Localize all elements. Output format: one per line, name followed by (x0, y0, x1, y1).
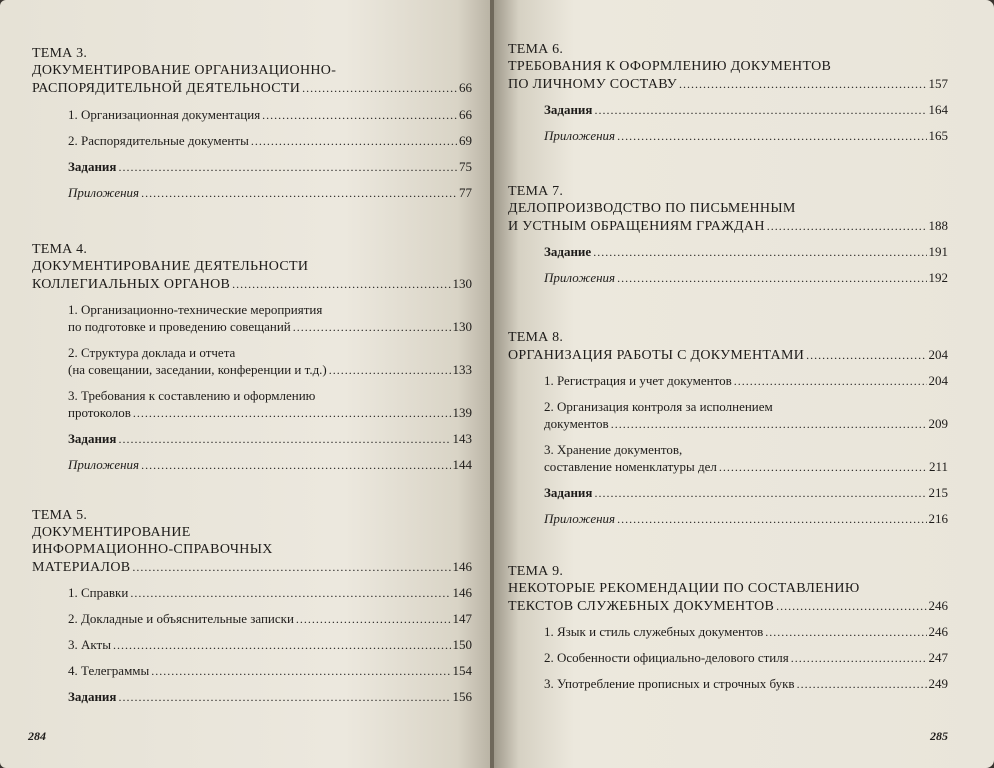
toc-entry (68, 132, 472, 150)
theme-7 (508, 184, 948, 287)
toc-entry (68, 106, 472, 124)
toc-entry (508, 217, 948, 235)
theme-title: ИНФОРМАЦИОННО-СПРАВОЧНЫХ (32, 542, 273, 557)
entry-text: 3. Хранение документов, (544, 442, 683, 457)
theme-title: МАТЕРИАЛОВ (32, 560, 131, 575)
theme-4 (32, 242, 472, 474)
page-folio: 285 (930, 729, 948, 743)
page-number: 216 (928, 511, 948, 526)
entry-text: 2. Докладные и объяснительные записки (68, 611, 294, 626)
page-number: 204 (928, 347, 948, 362)
toc-entry (32, 558, 472, 576)
page-number: 75 (459, 159, 472, 174)
page-number: 188 (928, 218, 948, 233)
entry-text: 1. Организационная документация (68, 107, 261, 122)
page-number: 130 (452, 276, 472, 291)
leader-dots (132, 559, 450, 576)
theme-number: ТЕМА 6. (508, 42, 564, 57)
page-number: 133 (452, 362, 472, 377)
toc-entry (68, 430, 472, 448)
leader-dots (141, 457, 450, 474)
page-number: 192 (928, 270, 948, 285)
entry-text: 1. Регистрация и учет документов (544, 373, 732, 388)
page-number: 211 (928, 459, 948, 474)
leader-dots (719, 459, 927, 476)
page-number: 147 (452, 611, 472, 626)
leader-dots (302, 80, 457, 97)
theme-number: ТЕМА 5. (32, 508, 88, 523)
theme-title: ДОКУМЕНТИРОВАНИЕ ДЕЯТЕЛЬНОСТИ (32, 259, 309, 274)
entry-text: документов (544, 416, 609, 431)
leader-dots (679, 76, 927, 93)
left-page (0, 0, 492, 768)
leader-dots (113, 637, 451, 654)
entry-text: Задания (68, 431, 117, 446)
leader-dots (133, 405, 451, 422)
page-number: 77 (459, 185, 472, 200)
entry-text: 2. Организация контроля за исполнением (544, 399, 773, 414)
toc-entry (544, 675, 948, 693)
entry-text: Приложения (544, 270, 616, 285)
toc-entry (68, 158, 472, 176)
theme-title: ПО ЛИЧНОМУ СОСТАВУ (508, 77, 677, 92)
toc-entry (544, 127, 948, 145)
leader-dots (118, 159, 457, 176)
toc-entry (68, 688, 472, 706)
page-number: 247 (928, 650, 948, 665)
leader-dots (232, 276, 450, 293)
leader-dots (251, 133, 457, 150)
leader-dots (617, 128, 926, 145)
page-number: 139 (452, 405, 472, 420)
page-number: 154 (452, 663, 472, 678)
leader-dots (734, 373, 927, 390)
theme-9 (508, 564, 948, 693)
theme-5 (32, 508, 472, 706)
page-number: 165 (928, 128, 948, 143)
leader-dots (791, 650, 927, 667)
theme-title: ТЕКСТОВ СЛУЖЕБНЫХ ДОКУМЕНТОВ (508, 599, 775, 614)
leader-dots (594, 485, 926, 502)
toc-entry (68, 610, 472, 628)
leader-dots (130, 585, 450, 602)
leader-dots (767, 218, 927, 235)
leader-dots (118, 689, 450, 706)
toc-entry (544, 372, 948, 390)
leader-dots (765, 624, 926, 641)
leader-dots (593, 244, 926, 261)
toc-entry (68, 662, 472, 680)
toc-entry (508, 597, 948, 615)
theme-number: ТЕМА 3. (32, 46, 88, 61)
leader-dots (262, 107, 457, 124)
theme-title: КОЛЛЕГИАЛЬНЫХ ОРГАНОВ (32, 277, 231, 292)
entry-text: Задание (544, 244, 592, 259)
leader-dots (617, 511, 926, 528)
theme-3 (32, 46, 472, 202)
entry-text: 2. Структура доклада и отчета (68, 345, 236, 360)
toc-entry (32, 79, 472, 97)
page-number: 66 (459, 107, 472, 122)
page-number: 69 (459, 133, 472, 148)
entry-text: Задания (544, 485, 593, 500)
toc-entry (68, 361, 472, 379)
entry-text: 1. Язык и стиль служебных документов (544, 624, 764, 639)
entry-text: Приложения (68, 185, 140, 200)
entry-text: Приложения (544, 128, 616, 143)
page-number: 215 (928, 485, 948, 500)
page-number: 156 (452, 689, 472, 704)
theme-title: ТРЕБОВАНИЯ К ОФОРМЛЕНИЮ ДОКУМЕНТОВ (508, 59, 832, 74)
theme-title: ОРГАНИЗАЦИЯ РАБОТЫ С ДОКУМЕНТАМИ (508, 348, 805, 363)
toc-entry (68, 404, 472, 422)
leader-dots (118, 431, 450, 448)
entry-text: 1. Организационно-технические мероприятия (68, 302, 323, 317)
page-number: 157 (928, 76, 948, 91)
entry-text: 4. Телеграммы (68, 663, 150, 678)
toc-entry (32, 275, 472, 293)
theme-title: НЕКОТОРЫЕ РЕКОМЕНДАЦИИ ПО СОСТАВЛЕНИЮ (508, 581, 860, 596)
entry-text: 2. Распорядительные документы (68, 133, 249, 148)
entry-text: Задания (544, 102, 593, 117)
entry-text: 2. Особенности официально-делового стиля (544, 650, 789, 665)
right-page (494, 0, 994, 768)
page-number: 204 (928, 373, 948, 388)
toc-entry (68, 318, 472, 336)
leader-dots (806, 347, 926, 364)
leader-dots (296, 611, 451, 628)
leader-dots (151, 663, 450, 680)
page-number: 246 (928, 624, 948, 639)
theme-6 (508, 42, 948, 145)
leader-dots (797, 676, 927, 693)
toc-entry (544, 269, 948, 287)
page-number: 143 (452, 431, 472, 446)
page-number: 164 (928, 102, 948, 117)
theme-title: ДОКУМЕНТИРОВАНИЕ (32, 525, 191, 540)
theme-number: ТЕМА 8. (508, 330, 564, 345)
theme-title: РАСПОРЯДИТЕЛЬНОЙ ДЕЯТЕЛЬНОСТИ (32, 81, 301, 96)
theme-number: ТЕМА 7. (508, 184, 564, 199)
toc-entry (544, 101, 948, 119)
toc-entry (544, 484, 948, 502)
page-number: 246 (928, 598, 948, 613)
toc-entry (544, 458, 948, 476)
theme-title: ДОКУМЕНТИРОВАНИЕ ОРГАНИЗАЦИОННО- (32, 63, 337, 78)
toc-entry (68, 636, 472, 654)
toc-entry (544, 243, 948, 261)
page-number: 209 (928, 416, 948, 431)
theme-8 (508, 330, 948, 528)
entry-text: составление номенклатуры дел (544, 459, 717, 474)
toc-entry (508, 75, 948, 93)
page-number: 66 (459, 80, 472, 95)
toc-entry (68, 456, 472, 474)
page-number: 130 (452, 319, 472, 334)
entry-text: Задания (68, 689, 117, 704)
page-number: 144 (452, 457, 472, 472)
leader-dots (594, 102, 926, 119)
leader-dots (611, 416, 927, 433)
page-number: 191 (928, 244, 948, 259)
page-number: 249 (928, 676, 948, 691)
leader-dots (776, 598, 926, 615)
leader-dots (293, 319, 451, 336)
leader-dots (617, 270, 926, 287)
entry-text: Приложения (68, 457, 140, 472)
entry-text: Задания (68, 159, 117, 174)
toc-entry (544, 623, 948, 641)
entry-text: протоколов (68, 405, 131, 420)
page-number: 150 (452, 637, 472, 652)
theme-title: И УСТНЫМ ОБРАЩЕНИЯМ ГРАЖДАН (508, 219, 765, 234)
entry-text: (на совещании, заседании, конференции и т.д.) (68, 362, 327, 377)
theme-number: ТЕМА 4. (32, 242, 88, 257)
toc-entry (544, 415, 948, 433)
toc-entry (68, 584, 472, 602)
page-number: 146 (452, 585, 472, 600)
leader-dots (141, 185, 457, 202)
entry-text: по подготовке и проведению совещаний (68, 319, 291, 334)
theme-title: ДЕЛОПРОИЗВОДСТВО ПО ПИСЬМЕННЫМ (508, 201, 796, 216)
leader-dots (329, 362, 451, 379)
entry-text: 1. Справки (68, 585, 129, 600)
toc-entry (544, 510, 948, 528)
theme-number: ТЕМА 9. (508, 564, 564, 579)
entry-text: 3. Требования к составлению и оформлению (68, 388, 316, 403)
page-number: 146 (452, 559, 472, 574)
toc-entry (68, 184, 472, 202)
toc-entry (508, 346, 948, 364)
entry-text: Приложения (544, 511, 616, 526)
page-folio: 284 (28, 729, 46, 743)
toc-entry (544, 649, 948, 667)
entry-text: 3. Употребление прописных и строчных букв (544, 676, 795, 691)
entry-text: 3. Акты (68, 637, 111, 652)
